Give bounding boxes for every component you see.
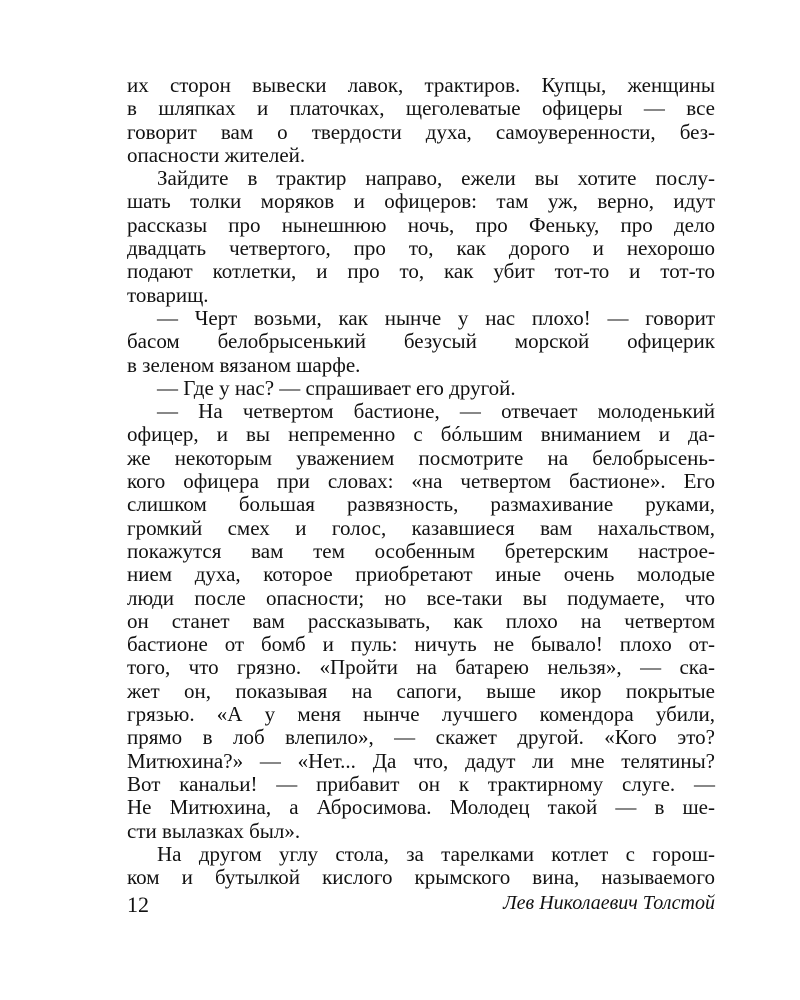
text-line: ком и бутылкой кислого крымского вина, называемого xyxy=(127,865,715,890)
text-line: кого офицера при словах: «на четвертом бастионе». Его xyxy=(127,469,715,494)
text-line: шать толки моряков и офицеров: там уж, верно, идут xyxy=(127,189,715,214)
running-title: Лев Николаевич Толстой xyxy=(503,892,715,914)
text-line: — Черт возьми, как нынче у нас плохо! — говорит xyxy=(157,305,715,330)
text-line: в зеленом вязаном шарфе. xyxy=(127,352,361,377)
text-line: же некоторым уважением посмотрите на белобрысень- xyxy=(127,445,715,470)
text-line: громкий смех и голос, казавшиеся вам нахальством, xyxy=(127,515,715,540)
text-line: грязью. «А у меня нынче лучшего комендора убили, xyxy=(127,702,715,727)
text-line: покажутся вам тем особенным бретерским настрое- xyxy=(127,538,715,563)
text-line: — На четвертом бастионе, — отвечает молоденький xyxy=(157,399,715,424)
text-line: Вот канальи! — прибавит он к трактирному слуге. — xyxy=(127,771,715,796)
page-footer xyxy=(127,892,715,920)
text-line: Не Митюхина, а Абросимова. Молодец такой — в ше- xyxy=(127,795,715,820)
text-line: слишком большая развязность, размахивание руками, xyxy=(127,492,715,517)
text-line: Митюхина?» — «Нет... Да что, дадут ли мне телятины? xyxy=(127,748,715,773)
text-line: их сторон вывески лавок, трактиров. Купцы, женщины xyxy=(127,73,715,97)
text-line: жет он, показывая на сапоги, выше икор покрытые xyxy=(127,678,715,703)
text-line: прямо в лоб влепило», — скажет другой. «Кого это? xyxy=(127,725,715,750)
text-line: в шляпках и платочках, щеголеватые офицеры — все xyxy=(127,96,715,121)
text-line: он станет вам рассказывать, как плохо на четвертом xyxy=(127,608,715,633)
text-line: басом белобрысенький безусый морской офицерик xyxy=(127,329,715,354)
body-text xyxy=(127,74,715,889)
text-line: сти вылазках был». xyxy=(127,818,301,843)
text-line: люди после опасности; но все-таки вы подумаете, что xyxy=(127,585,715,610)
text-line: нием духа, которое приобретают иные очень молодые xyxy=(127,562,715,587)
text-line: — Где у нас? — спрашивает его другой. xyxy=(157,375,516,400)
text-line: офицер, и вы непременно с бóльшим вниманием и да- xyxy=(127,422,715,447)
text-line: двадцать четвертого, про то, как дорого и нехорошо xyxy=(127,236,715,261)
page-number: 12 xyxy=(127,892,149,917)
text-line: Зайдите в трактир направо, ежели вы хотите послу- xyxy=(157,166,715,191)
text-line: бастионе от бомб и пуль: ничуть не бывало! плохо от- xyxy=(127,632,715,657)
text-line: товарищ. xyxy=(127,282,209,307)
text-line: говорит вам о твердости духа, самоуверенности, без- xyxy=(127,119,715,144)
text-line: того, что грязно. «Пройти на батарею нельзя», — ска- xyxy=(127,655,715,680)
text-line: опасности жителей. xyxy=(127,142,306,167)
text-line: На другом углу стола, за тарелками котлет с горош- xyxy=(157,841,715,866)
text-line: рассказы про нынешнюю ночь, про Феньку, про дело xyxy=(127,212,715,237)
text-line: подают котлетки, и про то, как убит тот-то и тот-то xyxy=(127,259,715,284)
